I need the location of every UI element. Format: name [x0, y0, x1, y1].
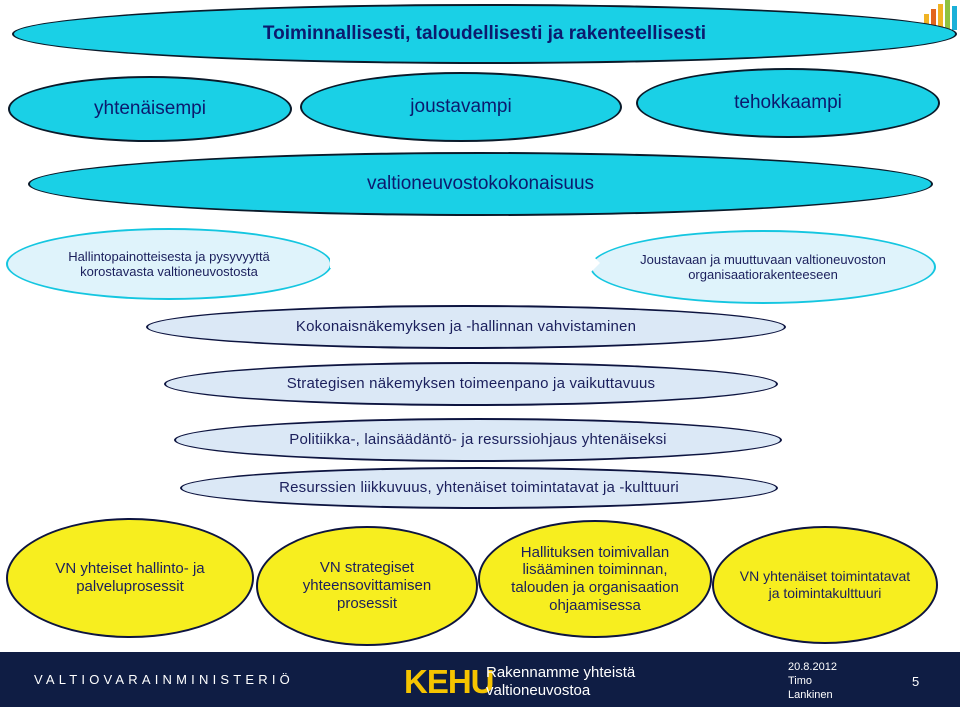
whole-text: valtioneuvostokokonaisuus: [366, 172, 595, 194]
process-oval-2: [256, 526, 478, 646]
layer-oval-1: [146, 305, 786, 349]
process-oval-4: [712, 526, 938, 644]
transition-to-oval: [590, 230, 936, 304]
process-3-line1: Hallituksen toimivallan: [520, 543, 670, 561]
process-oval-3: [478, 520, 712, 638]
process-1-line2: palveluprosessit: [76, 578, 184, 595]
footer-bar: [0, 652, 960, 707]
layer-oval-2: [164, 362, 778, 406]
layer-label-1: Kokonaisnäkemyksen ja -hallinnan vahvistaminen: [295, 318, 637, 336]
layer-label-2: Strategisen näkemyksen toimeenpano ja vaikuttavuus: [286, 375, 656, 393]
transition-from-line1: Hallintopainotteisesta ja pysyvyyttä: [68, 248, 270, 264]
footer-author-first: Timo: [788, 675, 813, 687]
footer-meta: [788, 660, 837, 702]
footer-author-last: Lankinen: [788, 689, 833, 701]
process-4-line2: ja toimintakulttuuri: [768, 585, 882, 601]
process-3-line4: ohjaamisessa: [549, 596, 641, 614]
quality-oval-3: [636, 68, 940, 138]
process-2-line1: VN strategiset: [319, 559, 415, 577]
quality-oval-2: [300, 72, 622, 142]
process-1-line1: VN yhteiset hallinto- ja: [55, 560, 205, 578]
footer-date: 20.8.2012: [788, 661, 837, 673]
whole-oval: [28, 152, 933, 216]
quality-label-1: yhtenäisempi: [94, 97, 206, 119]
slogan: [486, 664, 635, 700]
slogan-line2: valtioneuvostoa: [486, 682, 591, 699]
layer-label-3: Politiikka-, lainsäädäntö- ja resurssiohjaus yhtenäiseksi: [289, 431, 667, 449]
layer-label-4: Resurssien liikkuvuus, yhtenäiset toimintatavat ja -kulttuuri: [279, 479, 679, 497]
transition-to-line1: Joustavaan ja muuttuvaan valtioneuvoston: [640, 251, 886, 267]
process-3-line3: talouden ja organisaation: [511, 579, 679, 596]
slogan-line1: Rakennamme yhteistä: [486, 664, 636, 681]
quality-label-3: tehokkaampi: [734, 91, 842, 113]
top-banner-oval: [12, 4, 957, 64]
kehu-logo: KEHU: [404, 663, 494, 700]
quality-label-2: joustavampi: [410, 95, 512, 117]
process-2-line2: yhteensovittamisen: [302, 577, 432, 595]
transition-to-line2: organisaatiorakenteeseen: [688, 267, 838, 282]
quality-oval-1: [8, 76, 292, 142]
process-3-line2: lisääminen toiminnan,: [522, 561, 668, 579]
layer-oval-4: [180, 467, 778, 509]
transition-from-oval: [6, 228, 332, 300]
process-oval-1: [6, 518, 254, 638]
layer-oval-3: [174, 418, 782, 462]
process-2-line3: prosessit: [336, 594, 398, 612]
page-number: 5: [912, 674, 920, 689]
transition-from-line2: korostavasta valtioneuvostosta: [80, 264, 258, 279]
ministry-name: VALTIOVARAINMINISTERIÖ: [34, 672, 294, 687]
process-4-line1: VN yhtenäiset toimintatavat: [739, 568, 911, 585]
top-banner-text: Toiminnallisesti, taloudellisesti ja rakenteellisesti: [262, 22, 707, 44]
